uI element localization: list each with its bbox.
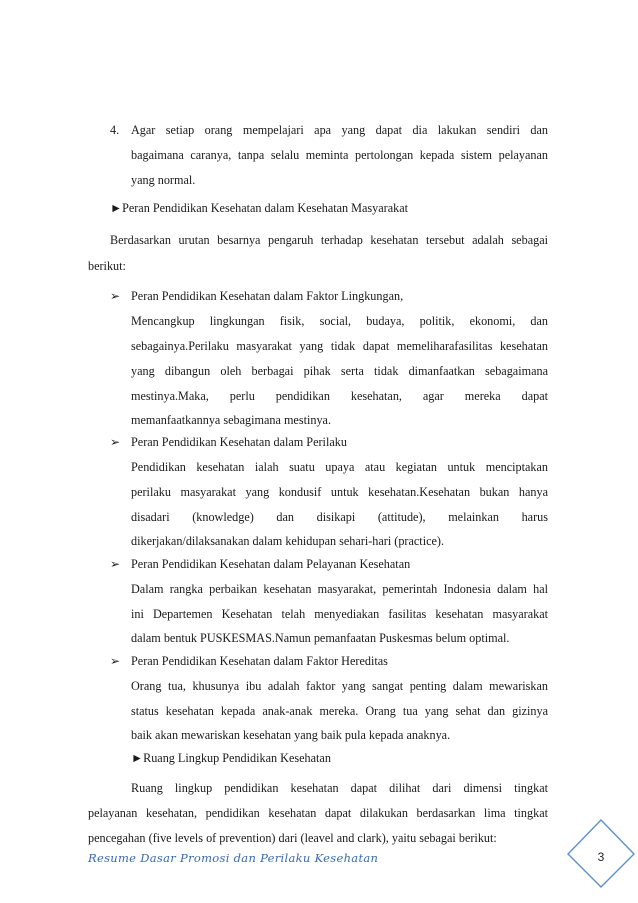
bullet-arrow-icon: ➢	[110, 557, 121, 571]
closing-line-3: pencegahan (five levels of prevention) dari (leavel and clark), yaitu sebagai berikut:	[88, 831, 497, 845]
bullet-1-line-3: yang dibangun oleh berbagai pihak serta tidak dimanfaatkan sebagaimana	[131, 364, 548, 378]
bullet-4-line-1: Orang tua, khusunya ibu adalah faktor yang sangat penting dalam mewariskan	[131, 679, 548, 693]
bullet-arrow-icon: ➢	[110, 289, 121, 303]
bullet-1-line-1: Mencangkup lingkungan fisik, social, budaya, politik, ekonomi, dan	[131, 314, 548, 328]
item4-line-3: yang normal.	[131, 173, 196, 187]
bullet-1-line-4: mestinya.Maka, perlu pendidikan kesehatan, agar mereka dapat	[131, 389, 548, 403]
bullet-2-line-4: dikerjakan/dilaksanakan dalam kehidupan sehari-hari (practice).	[131, 534, 445, 548]
bullet-4-title: Peran Pendidikan Kesehatan dalam Faktor Hereditas	[131, 654, 388, 668]
item4-line-1: Agar setiap orang mempelajari apa yang dapat dia lakukan sendiri dan	[131, 123, 548, 137]
bullet-1-title: Peran Pendidikan Kesehatan dalam Faktor Lingkungan,	[131, 289, 404, 303]
bullet-1-line-5: memanfaatkannya sebagimana mestinya.	[131, 413, 331, 427]
bullet-arrow-icon: ➢	[110, 435, 121, 449]
bullet-3-line-1: Dalam rangka perbaikan kesehatan masyarakat, pemerintah Indonesia dalam hal	[131, 582, 548, 596]
bullet-1-line-2: sebagainya.Perilaku masyarakat yang tidak dapat memeliharafasilitas kesehatan	[131, 339, 548, 353]
closing-line-1: Ruang lingkup pendidikan kesehatan dapat dilihat dari dimensi tingkat	[131, 781, 548, 795]
bullet-4-line-3: baik akan mewariskan kesehatan yang baik pula kepada anaknya.	[131, 728, 451, 742]
section-heading-peran: ►Peran Pendidikan Kesehatan dalam Kesehatan Masyarakat	[110, 201, 409, 215]
bullet-2-line-1: Pendidikan kesehatan ialah suatu upaya atau kegiatan untuk menciptakan	[131, 460, 548, 474]
bullet-2-line-3: disadari (knowledge) dan disikapi (attitude), melainkan harus	[131, 510, 548, 524]
item4-line-2: bagaimana caranya, tanpa selalu meminta pertolongan kepada sistem pelayanan	[131, 148, 548, 162]
list-number: 4.	[110, 123, 120, 137]
section-heading-ruang-lingkup: ►Ruang Lingkup Pendidikan Kesehatan	[131, 751, 331, 765]
bullet-3-line-2: ini Departemen Kesehatan telah menyediakan fasilitas kesehatan masyarakat	[131, 607, 548, 621]
intro-line-1: Berdasarkan urutan besarnya pengaruh terhadap kesehatan tersebut adalah sebagai	[110, 233, 548, 247]
bullet-2-title: Peran Pendidikan Kesehatan dalam Perilaku	[131, 435, 347, 449]
bullet-2-line-2: perilaku masyarakat yang kondusif untuk kesehatan.Kesehatan bukan hanya	[131, 485, 548, 499]
bullet-4-line-2: status kesehatan kepada anak-anak mereka. Orang tua yang sehat dan gizinya	[131, 704, 548, 718]
footer-title: Resume Dasar Promosi dan Perilaku Kesehatan	[88, 851, 379, 865]
intro-line-2: berikut:	[88, 259, 126, 273]
page-number: 3	[597, 850, 605, 864]
bullet-3-line-3: dalam bentuk PUSKESMAS.Namun pemanfaatan Puskesmas belum optimal.	[131, 631, 510, 645]
bullet-3-title: Peran Pendidikan Kesehatan dalam Pelayanan Kesehatan	[131, 557, 411, 571]
bullet-arrow-icon: ➢	[110, 654, 121, 668]
closing-line-2: pelayanan kesehatan, pendidikan kesehatan dapat dilakukan berdasarkan lima tingkat	[88, 806, 548, 820]
